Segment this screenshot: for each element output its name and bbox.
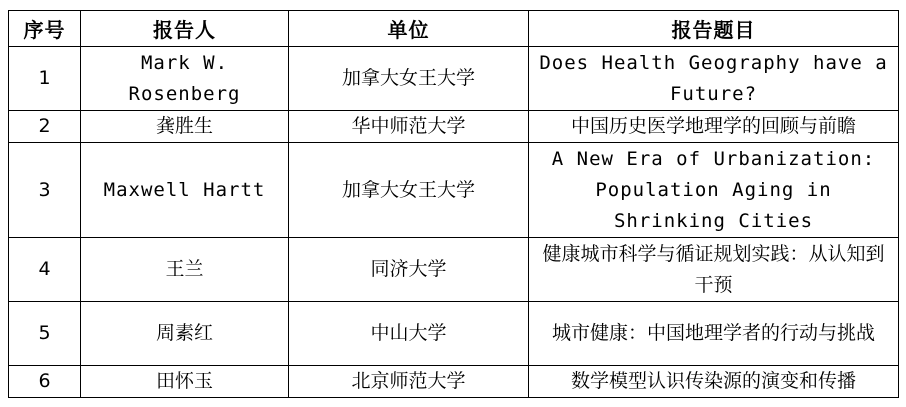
row-title: Does Health Geography have a Future? xyxy=(529,47,899,111)
row-number: 4 xyxy=(9,238,81,302)
report-schedule-table xyxy=(8,10,899,398)
row-unit: 加拿大女王大学 xyxy=(289,47,529,111)
row-unit: 加拿大女王大学 xyxy=(289,143,529,238)
table-row xyxy=(9,143,899,238)
row-number: 2 xyxy=(9,111,81,143)
row-title: 城市健康：中国地理学者的行动与挑战 xyxy=(529,302,899,366)
row-title: 数学模型认识传染源的演变和传播 xyxy=(529,366,899,398)
header-title: 报告题目 xyxy=(529,11,899,47)
row-number: 6 xyxy=(9,366,81,398)
table-row xyxy=(9,302,899,366)
table-header xyxy=(9,11,899,47)
table-row xyxy=(9,47,899,111)
row-unit: 北京师范大学 xyxy=(289,366,529,398)
row-number: 1 xyxy=(9,47,81,111)
header-unit: 单位 xyxy=(289,11,529,47)
table-row xyxy=(9,238,899,302)
row-speaker: 田怀玉 xyxy=(81,366,289,398)
row-title: 健康城市科学与循证规划实践：从认知到干预 xyxy=(529,238,899,302)
header-speaker: 报告人 xyxy=(81,11,289,47)
row-unit: 同济大学 xyxy=(289,238,529,302)
row-title: A New Era of Urbanization: Population Aging in Shrinking Cities xyxy=(529,143,899,238)
header-row xyxy=(9,11,899,47)
header-number: 序号 xyxy=(9,11,81,47)
table-body xyxy=(9,47,899,398)
table-row xyxy=(9,366,899,398)
row-title: 中国历史医学地理学的回顾与前瞻 xyxy=(529,111,899,143)
row-number: 3 xyxy=(9,143,81,238)
table-row xyxy=(9,111,899,143)
row-speaker: 周素红 xyxy=(81,302,289,366)
row-speaker: 龚胜生 xyxy=(81,111,289,143)
row-speaker: Mark W. Rosenberg xyxy=(81,47,289,111)
row-number: 5 xyxy=(9,302,81,366)
row-speaker: 王兰 xyxy=(81,238,289,302)
row-unit: 华中师范大学 xyxy=(289,111,529,143)
row-unit: 中山大学 xyxy=(289,302,529,366)
row-speaker: Maxwell Hartt xyxy=(81,143,289,238)
